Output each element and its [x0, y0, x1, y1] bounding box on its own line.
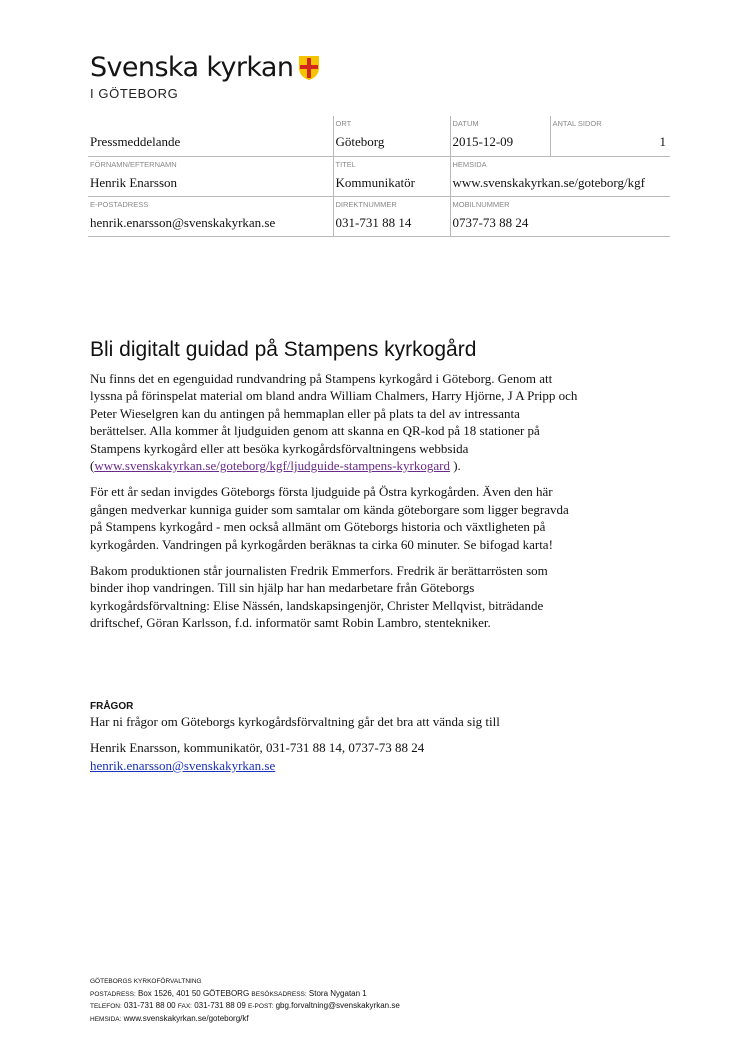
questions-heading: FRÅGOR: [90, 701, 134, 712]
footer-besok: Stora Nygatan 1: [308, 988, 367, 998]
datum-value: 2015-12-09: [452, 134, 514, 149]
doc-type: Pressmeddelande: [90, 134, 181, 149]
direkt-label: DIREKTNUMMER: [335, 199, 397, 209]
contact-line: Henrik Enarsson, kommunikatör, 031-731 88 14, 0737-73 88 24: [90, 740, 425, 756]
footer-epost: gbg.forvaltning@svenskakyrkan.se: [275, 1001, 400, 1010]
titel-label: TITEL: [335, 159, 356, 169]
questions-intro: Har ni frågor om Göteborgs kyrkogårdsförvaltning går det bra att vända sig till: [90, 714, 500, 729]
sidor-label: ANTAL SIDOR: [552, 119, 602, 128]
text-line: Bakom produktionen står journalisten Fredrik Emmerfors. Fredrik är berättarrösten som: [90, 563, 548, 579]
logo-subtitle: I GÖTEBORG: [90, 86, 179, 101]
text-line: Nu finns det en egenguidad rundvandring på Stampens kyrkogård i Göteborg. Genom att: [90, 371, 553, 386]
footer-hemsida-label: HEMSIDA:: [90, 1015, 122, 1023]
logo: [90, 52, 320, 101]
logo-wordmark: Svenska kyrkan: [90, 52, 294, 83]
questions-section: [90, 700, 650, 774]
paragraph-2: [90, 483, 650, 553]
mobil-value: 0737-73 88 24: [452, 214, 529, 230]
datum-cell: [450, 116, 550, 156]
text-line: gången medverkar kunniga guider som samtalar om kända göteborgare som ligger begravda: [90, 501, 569, 517]
footer: [90, 976, 400, 1025]
paragraph-1: [90, 370, 650, 474]
audio-guide-link[interactable]: www.svenskakyrkan.se/goteborg/kgf/ljudguide-stampens-kyrkogard: [94, 458, 450, 474]
text-line: lyssna på förinspelat material om bland andra William Chalmers, Harry Hjörne, J A Pripp och: [90, 388, 578, 404]
document-metadata-table: [88, 116, 670, 237]
titel-value: Kommunikatör: [335, 174, 415, 190]
footer-address-line: [90, 988, 400, 1001]
text-line: berättelser. Alla kommer åt ljudguiden genom att skanna en QR-kod på 18 stationer på: [90, 423, 540, 439]
text-line: Peter Wieselgren kan du antingen på hemmaplan eller på plats ta del av intressanta: [90, 405, 520, 421]
table-row: [88, 116, 670, 156]
text-line: kyrkogårdsförvaltning: Elise Nässén, landskapsingenjör, Christer Mellqvist, biträdande: [90, 597, 544, 613]
text-line: kyrkogården. Vandringen på kyrkogården beräknas ta cirka 60 minuter. Se bifogad karta!: [90, 536, 553, 552]
church-shield-icon: [298, 55, 320, 81]
text-line: på Stampens kyrkogård - men också allmänt om Göteborgs historia och växtligheten på: [90, 519, 546, 535]
footer-tel: 031-731 88 00: [124, 1001, 176, 1010]
direkt-value: 031-731 88 14: [335, 214, 412, 230]
footer-besok-label: BESÖKSADRESS:: [251, 990, 307, 998]
footer-hemsida: www.svenskakyrkan.se/goteborg/kf: [123, 1013, 249, 1023]
ort-cell: [333, 116, 450, 156]
text-line: Stampens kyrkogård eller att besöka kyrkogårdsförvaltningens webbsida: [90, 440, 469, 456]
footer-fax-label: FAX:: [177, 1003, 192, 1010]
footer-epost-label: E-POST:: [248, 1003, 274, 1010]
press-release-body: [90, 370, 650, 641]
epost-value: henrik.enarsson@svenskakyrkan.se: [90, 214, 276, 230]
namn-value: Henrik Enarsson: [90, 174, 178, 190]
table-row: [88, 156, 670, 196]
footer-org: GÖTEBORGS KYRKOFÖRVALTNING: [90, 978, 202, 985]
hemsida-value: www.svenskakyrkan.se/goteborg/kgf: [452, 174, 645, 190]
footer-web-line: [90, 1013, 400, 1026]
text-line: binder ihop vandringen. Till sin hjälp har han medarbetare från Göteborgs: [90, 580, 475, 596]
ort-value: Göteborg: [335, 134, 385, 149]
footer-contact-line: [90, 1000, 400, 1013]
titel-cell: [333, 156, 450, 196]
sidor-value: 1: [659, 134, 666, 149]
epost-label: E-POSTADRESS: [90, 199, 149, 209]
footer-tel-label: TELEFON:: [90, 1003, 122, 1010]
link-open-paren: (: [90, 458, 95, 474]
text-line: driftschef, Göran Karlsson, f.d. informatör samt Robin Lambro, stentekniker.: [90, 615, 491, 631]
hemsida-label: HEMSIDA: [452, 159, 487, 169]
namn-cell: [88, 156, 333, 196]
contact-email-link[interactable]: henrik.enarsson@svenskakyrkan.se: [90, 757, 276, 773]
direkt-cell: [333, 196, 450, 236]
epost-cell: [88, 196, 333, 236]
namn-label: FÖRNAMN/EFTERNAMN: [90, 159, 177, 169]
hemsida-cell: [450, 156, 670, 196]
footer-post-label: POSTADRESS:: [90, 990, 136, 998]
footer-post: Box 1526, 401 50 GÖTEBORG: [138, 988, 250, 998]
text-line: För ett år sedan invigdes Göteborgs första ljudguide på Östra kyrkogården. Även den här: [90, 484, 553, 500]
mobil-label: MOBILNUMMER: [452, 199, 510, 209]
link-close-paren: ).: [449, 458, 461, 474]
ort-label: ORT: [335, 119, 352, 128]
table-row: [88, 196, 670, 236]
paragraph-3: [90, 562, 650, 632]
sidor-cell: [550, 116, 670, 156]
doc-type-cell: [88, 116, 333, 156]
datum-label: DATUM: [452, 119, 479, 128]
page-title: Bli digitalt guidad på Stampens kyrkogård: [90, 338, 477, 361]
mobil-cell: [450, 196, 670, 236]
footer-fax: 031-731 88 09: [194, 1001, 246, 1010]
